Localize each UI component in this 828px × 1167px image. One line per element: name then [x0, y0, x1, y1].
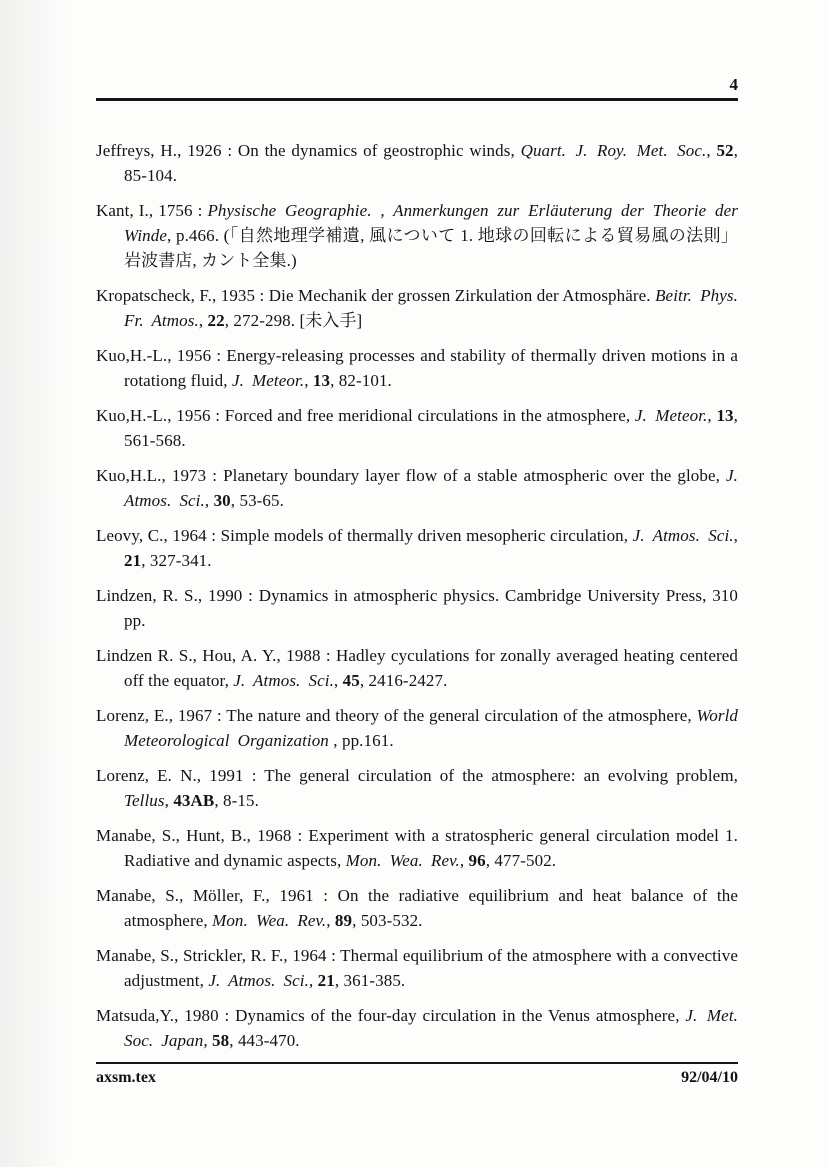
reference-entry — [96, 1003, 738, 1053]
reference-segment: 52 — [716, 141, 734, 160]
reference-segment: Tellus — [124, 791, 165, 810]
reference-segment: J. Atmos. Sci. — [632, 526, 734, 545]
reference-segment: 89 — [334, 911, 353, 930]
reference-segment: J. Meteor. — [231, 371, 305, 390]
reference-segment: , 53-65. — [230, 491, 284, 510]
reference-entry — [96, 523, 738, 573]
page-content — [96, 0, 738, 1053]
reference-segment: World Meteorological Organization — [124, 706, 738, 750]
reference-segment: Leovy, C., 1964 : Simple models of thermally driven mesopheric circulation, — [96, 526, 633, 545]
page-number: 4 — [729, 75, 738, 94]
reference-segment: J. Meteor. — [634, 406, 708, 425]
footer-row — [96, 1064, 738, 1087]
reference-segment: Kropatscheck, F., 1935 : Die Mechanik der grossen Zirkulation der Atmosphäre. — [96, 286, 656, 305]
reference-entry — [96, 763, 738, 813]
reference-segment: Physische Geographie. , Anmerkungen zur Erläuterung der Theorie der Winde — [124, 201, 738, 245]
reference-segment: 30 — [213, 491, 231, 510]
reference-segment: 45 — [342, 671, 360, 690]
reference-segment: , 443-470. — [229, 1031, 300, 1050]
reference-segment: , 8-15. — [214, 791, 259, 810]
reference-segment: J. Atmos. Sci. — [208, 971, 309, 990]
reference-segment: Lorenz, E., 1967 : The nature and theory of the general circulation of the atmosphere, — [96, 706, 697, 725]
reference-segment: , 85-104. — [124, 141, 739, 185]
reference-segment: Beitr. Phys. Fr. Atmos. — [124, 286, 738, 330]
reference-segment: Lorenz, E. N., 1991 : The general circulation of the atmosphere: an evolving problem, — [96, 766, 738, 785]
reference-entry — [96, 198, 738, 273]
reference-segment: 43AB — [173, 791, 215, 810]
footer-date: 92/04/10 — [681, 1069, 738, 1086]
reference-entry — [96, 138, 738, 188]
reference-entry — [96, 943, 738, 993]
reference-segment: , — [459, 851, 469, 870]
reference-segment: , p.466. ( — [167, 226, 230, 245]
reference-segment: Kuo,H.-L., 1956 : Energy-releasing processes and stability of thermally driven motions in a rotationg fluid, — [96, 346, 738, 390]
reference-segment: , — [203, 1031, 213, 1050]
reference-segment: , 82-101. — [330, 371, 392, 390]
reference-segment: 13 — [312, 371, 331, 390]
reference-segment: , — [204, 491, 214, 510]
reference-entry — [96, 823, 738, 873]
reference-segment: J. Atmos. Sci. — [124, 466, 738, 510]
reference-segment: 21 — [317, 971, 335, 990]
reference-entry — [96, 703, 738, 753]
reference-segment: , — [706, 141, 717, 160]
reference-segment: 96 — [468, 851, 486, 870]
reference-segment: [未入手] — [299, 311, 363, 330]
reference-segment: , 272-298. — [224, 311, 300, 330]
reference-segment: , — [326, 911, 335, 930]
reference-segment: , 361-385. — [334, 971, 406, 990]
page-footer — [96, 1062, 738, 1087]
reference-segment: , — [733, 526, 738, 545]
reference-segment: 58 — [212, 1031, 230, 1050]
reference-entry — [96, 343, 738, 393]
reference-segment: 13 — [716, 406, 734, 425]
reference-segment: , 477-502. — [485, 851, 557, 870]
reference-entry — [96, 643, 738, 693]
reference-segment: , — [308, 971, 318, 990]
reference-segment: Kuo,H.L., 1973 : Planetary boundary layer flow of a stable atmospheric over the globe, — [96, 466, 726, 485]
reference-segment: , — [707, 406, 717, 425]
reference-segment: , 503-532. — [352, 911, 423, 930]
reference-segment: , — [164, 791, 174, 810]
reference-segment: J. Atmos. Sci. — [233, 671, 334, 690]
reference-segment: , pp.161. — [328, 731, 394, 750]
reference-segment: Lindzen, R. S., 1990 : Dynamics in atmospheric physics. Cambridge University Press, 310 pp. — [96, 586, 738, 630]
reference-entry — [96, 463, 738, 513]
page-number-row — [96, 0, 738, 94]
reference-segment: J. Met. Soc. Japan — [124, 1006, 738, 1050]
reference-segment: Jeffreys, H., 1926 : On the dynamics of geostrophic winds, — [96, 141, 521, 160]
reference-segment: Matsuda,Y., 1980 : Dynamics of the four-day circulation in the Venus atmosphere, — [96, 1006, 686, 1025]
reference-list — [96, 101, 738, 1053]
reference-segment: , — [304, 371, 313, 390]
footer-filename: axsm.tex — [96, 1069, 156, 1086]
reference-segment: Lindzen R. S., Hou, A. Y., 1988 : Hadley cyculations for zonally averaged heating centered off the equator, — [96, 646, 738, 690]
reference-segment: Kant, I., 1756 : — [96, 201, 208, 220]
reference-segment: Quart. J. Roy. Met. Soc. — [520, 141, 707, 160]
reference-segment: 21 — [124, 551, 142, 570]
reference-segment: Manabe, S., Möller, F., 1961 : On the radiative equilibrium and heat balance of the atmosphere, — [96, 886, 738, 930]
reference-segment: Manabe, S., Hunt, B., 1968 : Experiment with a stratospheric general circulation model 1. Radiative and dynamic aspects, — [96, 826, 738, 870]
reference-entry — [96, 403, 738, 453]
reference-segment: 22 — [207, 311, 225, 330]
reference-entry — [96, 883, 738, 933]
reference-segment: Mon. Wea. Rev. — [345, 851, 460, 870]
reference-segment: Mon. Wea. Rev. — [212, 911, 327, 930]
reference-segment: , — [198, 311, 208, 330]
reference-entry — [96, 583, 738, 633]
reference-segment: , — [333, 671, 343, 690]
reference-segment: , 2416-2427. — [359, 671, 448, 690]
reference-segment: , 327-341. — [141, 551, 212, 570]
reference-segment: Manabe, S., Strickler, R. F., 1964 : Thermal equilibrium of the atmosphere with a convective adjustment, — [96, 946, 738, 990]
reference-segment: 「自然地理学補遺, 風について 1. 地球の回転による貿易風の法則」岩波書店, カント全集.) — [124, 226, 738, 270]
reference-segment: , 561-568. — [124, 406, 738, 450]
reference-entry — [96, 283, 738, 333]
reference-segment: Kuo,H.-L., 1956 : Forced and free meridional circulations in the atmosphere, — [96, 406, 635, 425]
